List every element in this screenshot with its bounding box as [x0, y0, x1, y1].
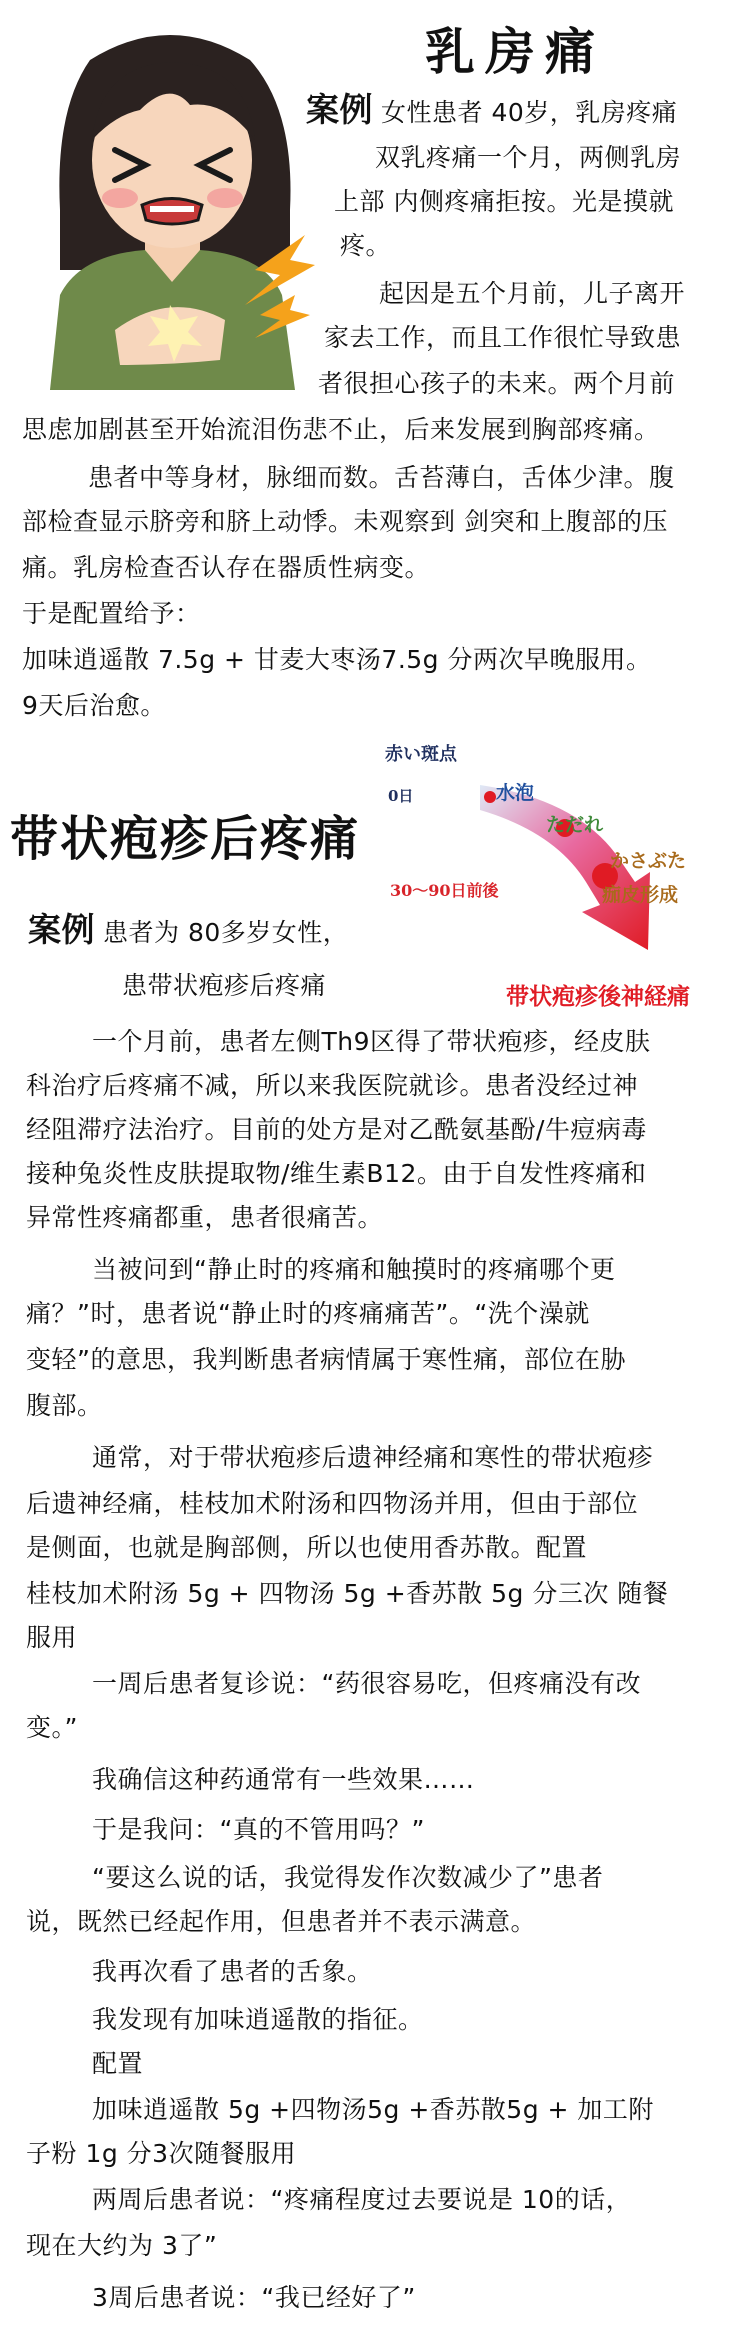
section2-line-19: 于是我问：“真的不管用吗？”: [92, 1815, 425, 1844]
section2-line-26: 子粉 1g 分3次随餐服用: [26, 2139, 297, 2168]
section2-line-8: 痛？”时，患者说“静止时的疼痛痛苦”。“洗个澡就: [26, 1299, 590, 1328]
section2-line-17: 变。”: [26, 1713, 78, 1742]
section2-line-28: 现在大约为 3了”: [26, 2231, 218, 2260]
section2-line-22: 我再次看了患者的舌象。: [92, 1957, 373, 1986]
section2-line-23: 我发现有加味逍遥散的指征。: [92, 2005, 424, 2034]
section2-line-4: 经阻滞疗法治疗。目前的处方是对乙酰氨基酚/牛痘病毒: [26, 1115, 647, 1144]
diagram-label-red-spot: 赤い斑点: [385, 744, 457, 765]
section2-line-13: 是侧面，也就是胸部侧，所以也使用香苏散。配置: [26, 1533, 588, 1562]
section2-line-10: 腹部。: [26, 1391, 103, 1420]
section1-line-10: 痛。乳房检查否认存在器质性病变。: [22, 553, 431, 582]
section1-line-9: 部检查显示脐旁和脐上动悸。未观察到 剑突和上腹部的压: [22, 507, 668, 536]
section2-line-15: 服用: [26, 1623, 78, 1652]
section1-line-2: 上部 内侧疼痛拒按。光是摸就: [334, 187, 674, 216]
section1-line-0: 案例 女性患者 40岁，乳房疼痛: [306, 90, 678, 129]
section2-line-3: 科治疗后疼痛不减，所以来我医院就诊。患者没经过神: [26, 1071, 639, 1100]
section2-case-label: 案例: [28, 910, 95, 949]
section2-line-25: 加味逍遥散 5g +四物汤5g +香苏散5g + 加工附: [92, 2095, 654, 2124]
section2-line-20: “要这么说的话，我觉得发作次数减少了”患者: [92, 1863, 604, 1892]
diagram-label-day0: 0日: [388, 787, 414, 805]
section2-title: 带状疱疹后疼痛: [10, 811, 361, 867]
section2-line-16: 一周后患者复诊说：“药很容易吃，但疼痛没有改: [92, 1669, 641, 1698]
diagram-label-erosion: ただれ: [546, 814, 604, 836]
diagram-label-scab: かさぶた: [610, 850, 687, 872]
section1-line-11: 于是配置给予：: [22, 599, 201, 628]
section2-line-5: 接种兔炎性皮肤提取物/维生素B12。由于自发性疼痛和: [26, 1159, 647, 1188]
section2-line-14: 桂枝加术附汤 5g + 四物汤 5g +香苏散 5g 分三次 随餐: [26, 1579, 669, 1608]
section2-line-21: 说，既然已经起作用，但患者并不表示满意。: [26, 1907, 537, 1936]
section2-line-1: 患带状疱疹后疼痛: [122, 971, 327, 1000]
section2-line-12: 后遗神经痛，桂枝加术附汤和四物汤并用，但由于部位: [26, 1489, 639, 1518]
diagram-label-timing: 30～90日前後: [390, 881, 499, 900]
section1-line-7: 思虑加剧甚至开始流泪伤悲不止，后来发展到胸部疼痛。: [22, 415, 660, 444]
section2-line-27: 两周后患者说：“疼痛程度过去要说是 10的话，: [92, 2185, 632, 2214]
section2-line-24: 配置: [92, 2049, 144, 2078]
red-spot-marker: [484, 791, 496, 803]
section1-line-12: 加味逍遥散 7.5g + 甘麦大枣汤7.5g 分两次早晚服用。: [22, 645, 652, 674]
section1-line-13: 9天后治愈。: [22, 691, 166, 720]
section2-line-11: 通常，对于带状疱疹后遗神经痛和寒性的带状疱疹: [92, 1443, 654, 1472]
section1-line-1: 双乳疼痛一个月，两侧乳房: [375, 143, 682, 172]
section1-line-4: 起因是五个月前，儿子离开: [379, 279, 686, 308]
section2-line-29: 3周后患者说：“我已经好了”: [92, 2283, 416, 2312]
diagram-label-crust-formation: 痂皮形成: [602, 884, 679, 906]
section1-case-label: 案例: [306, 90, 373, 129]
section1-line-5: 家去工作，而且工作很忙导致患: [324, 323, 682, 352]
section2-line-7: 当被问到“静止时的疼痛和触摸时的疼痛哪个更: [92, 1255, 616, 1284]
section2-line-0: 案例 患者为 80多岁女性，: [28, 910, 349, 949]
section2-line-2: 一个月前，患者左侧Th9区得了带状疱疹，经皮肤: [92, 1027, 651, 1056]
section2-line-6: 异常性疼痛都重，患者很痛苦。: [26, 1203, 384, 1232]
section2-line-18: 我确信这种药通常有一些效果……: [92, 1765, 475, 1794]
section1-title: 乳房痛: [425, 23, 605, 81]
diagram-label-pnh: 带状疱疹後神経痛: [506, 983, 690, 1010]
section1-line-6: 者很担心孩子的未来。两个月前: [318, 369, 676, 398]
section1-line-8: 患者中等身材，脉细而数。舌苔薄白，舌体少津。腹: [88, 463, 675, 492]
pain-bolt-icon: [235, 230, 325, 340]
diagram-label-blister: 水泡: [496, 782, 535, 804]
section1-line-3: 疼。: [340, 231, 392, 260]
section2-line-9: 变轻”的意思，我判断患者病情属于寒性痛，部位在胁: [26, 1345, 626, 1374]
